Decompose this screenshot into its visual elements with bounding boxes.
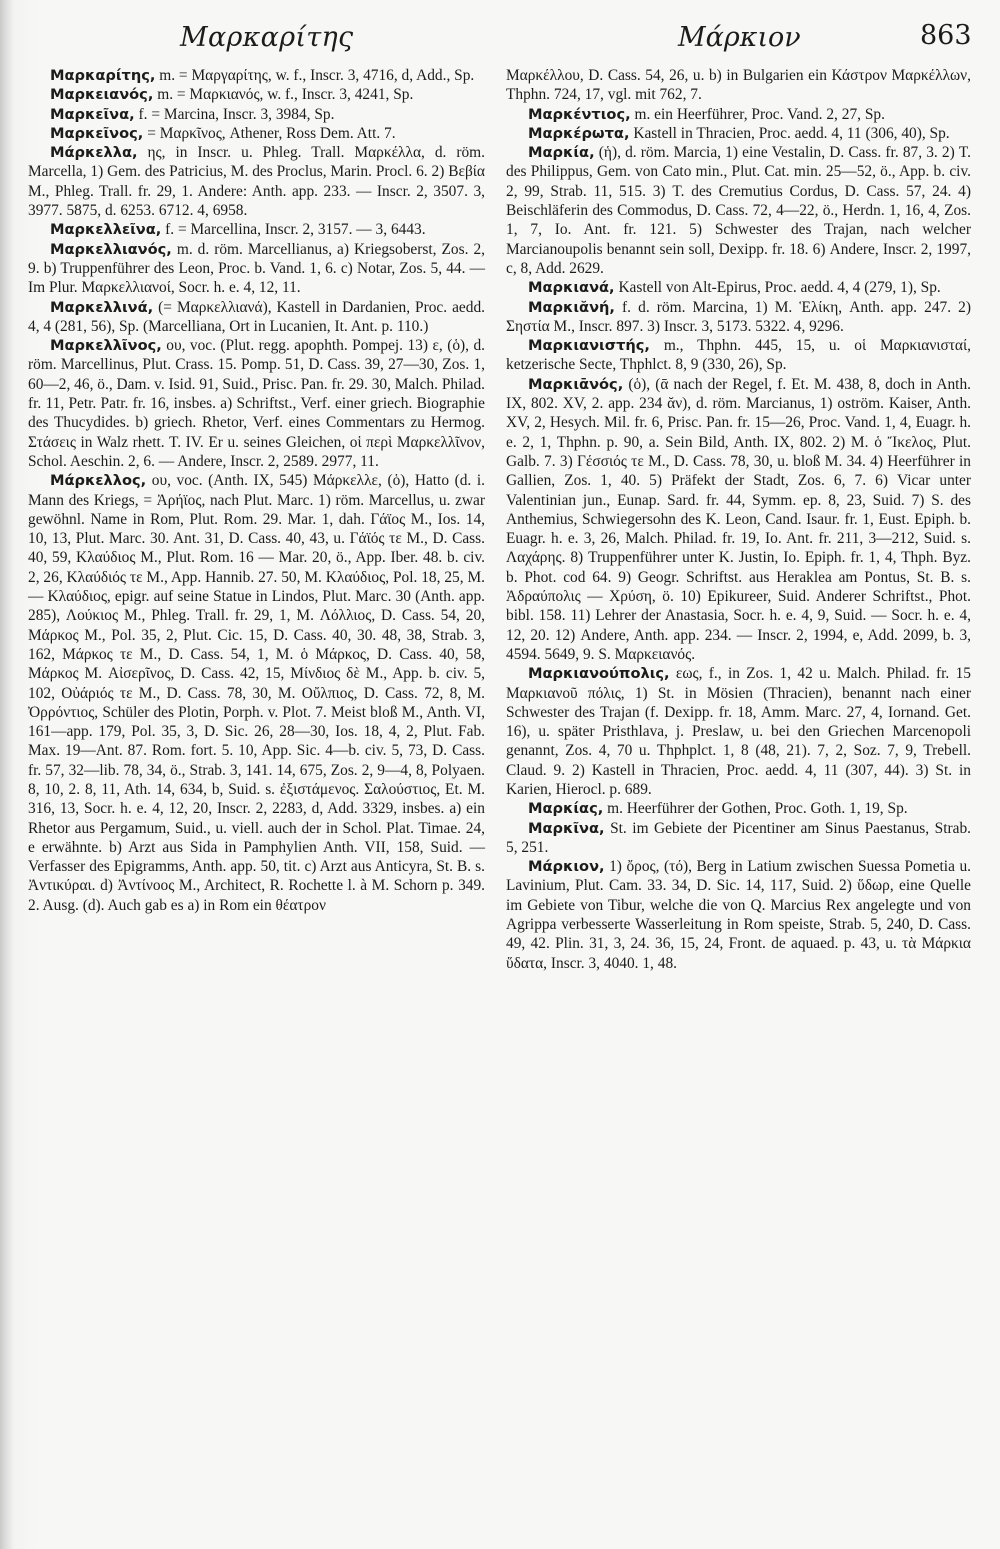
dictionary-entry [506,105,971,124]
entry-body: Kastell von Alt-Epirus, Proc. aedd. 4, 4 (279, 1), Sp. [614,279,941,297]
entry-body: f. = Marcellina, Inscr. 2, 3157. — 3, 6443. [161,221,426,239]
dictionary-entry [506,66,971,105]
dictionary-entry [28,220,485,239]
entry-headword: Μαρκελλινά, [50,298,154,316]
entry-body: (ὁ), (ᾱ nach der Regel, f. Et. M. 438, 8, doch in Anth. IX, 802. XV, 2. app. 234 ᾰν), d. röm. Marcianus, 1) oström. Kaiser, Anth. XV, 2, Hesych. Mil. fr. 6, Prisc. Pan. fr. 15—26, Proc. Vand. 1, 4, Euagr. h. e. 2, 1, Thphn. p. 90, a. Sein Bild, Anth. IX, 802. 2) M. ὁ Ἴκελος, Plut. Galb. 7. 3) Γέσσιός τε M., D. Cass. 78, 30, u. bloß M. 34. 4) Heerführer in Gallien, Zos. 1, 40. 5) Präfekt der Stadt, Zos. 6, 7. 6) Vicar unter Valentinian jun., Eunap. Sard. fr. 44, Symm. ep. 8, 23, Suid. 7) S. des Anthemius, Schwiegersohn des K. Leon, Cand. Isaur. fr. 1, Eust. Epiph. b. Euagr. h. e. 3, 26, Malch. Philad. fr. 19, Io. Ant. fr. 211, 3—212, Suid. s. Λαχάρης. 8) Truppenführer unter K. Justin, Io. Epiph. fr. 1, 4, Thph. Byz. b. Phot. cod 64. 9) Geogr. Schriftst. aus Heraklea am Pontus, St. B. s. Ἀδραύπολις — Χρύση, ö. 10) Epikureer, Suid. Anderer Schriftst., Phot. bibl. 158. 11) Lehrer der Anastasia, Socr. h. e. 4, 9, Suid. — Socr. h. e. 4, 12, 20. 12) Andere, Anth. app. 234. — Inscr. 2, 1994, e, Add. 2099, b. 3, 4594. 5649, 9. S. Μαρκειανός. [506,375,971,663]
dictionary-entry [28,105,485,124]
entry-body: m., Thphn. 445, 15, u. οἱ Μαρκιανισταί, ketzerische Secte, Thphlct. 8, 9 (330, 26), Sp. [506,337,971,374]
right-guide-word: Μάρκιον [678,22,801,53]
entry-body: f. d. röm. Marcina, 1) M. Ἑλίκη, Anth. app. 247. 2) Σηστία M., Inscr. 897. 3) Inscr. 3, 5173. 5322. 4, 9296. [506,298,971,335]
dictionary-entry [28,336,485,471]
entry-body: St. im Gebiete der Picentiner am Sinus Paestanus, Strab. 5, 251. [506,819,971,856]
entry-body: m. = Μαργαρίτης, w. f., Inscr. 3, 4716, d, Add., Sp. [155,67,475,84]
dictionary-entry [28,143,485,220]
dictionary-entry [506,857,971,973]
entry-headword: Μαρκεῖνα, [50,105,135,123]
entry-headword: Μαρκεῖνος, [50,124,144,142]
entry-headword: Μαρκιανούπολις, [528,665,670,683]
entry-headword: Μαρκειανός, [50,86,154,104]
dictionary-entry [506,143,971,278]
entry-headword: Μάρκελλα, [50,144,138,162]
dictionary-entry [506,819,971,858]
entry-headword: Μαρκιᾱνός, [528,375,624,393]
entry-headword: Μάρκιον, [528,858,605,876]
entry-body: m. Heerführer der Gothen, Proc. Goth. 1, 19, Sp. [603,800,908,818]
entry-headword: Μαρκέρωτα, [528,124,630,142]
dictionary-entry [506,375,971,664]
entry-body: = Μαρκῖνος, Athener, Ross Dem. Att. 7. [143,124,396,142]
entry-body: f. = Marcina, Inscr. 3, 3984, Sp. [134,105,335,123]
dictionary-entry [28,124,485,143]
entry-body: (ἡ), d. röm. Marcia, 1) eine Vestalin, D. Cass. fr. 87, 3. 2) T. des Philippus, Gem. von Cato min., Plut. Cat. min. 25—52, ö., App. b. civ. 2, 99, Strab. 11, 515. 3) T. des Cremutius Cordus, D. Cass. 57, 24. 4) Beischläferin des Commodus, D. Cass. 72, 4—22, ö., Herdn. 1, 16, 4, Zos. 1, 7, Io. Ant. fr. 121. 5) Schwester des Trajan, nach welcher Marcianoupolis benannt sein soll, Dexipp. fr. 18. 6) Andere, Inscr. 2, 1997, c, 8, Add. 2629. [506,144,971,277]
dictionary-entry [506,336,971,375]
dictionary-entry [28,66,485,85]
entry-body: m. d. röm. Marcellianus, a) Kriegsoberst, Zos. 2, 9. b) Truppenführer des Leon, Proc. b. Vand. 1, 6. c) Notar, Zos. 5, 44. — Im Plur. Μαρκελλιανοί, Socr. h. e. 4, 12, 11. [28,240,485,297]
right-column [506,66,971,973]
entry-headword: Μαρκελλιανός, [50,240,172,258]
left-guide-word: Μαρκαρίτης [180,22,354,53]
entry-headword: Μαρκελλῖνος, [50,337,162,355]
dictionary-entry [506,124,971,143]
entry-headword: Μαρκέντιος, [528,105,631,123]
entry-body: Μαρκέλλου, D. Cass. 54, 26, u. b) in Bulgarien ein Κάστρον Μαρκέλλων, Thphn. 724, 17, vgl. mit 762, 7. [506,67,971,104]
left-column [28,66,485,915]
entry-body: m. ein Heerführer, Proc. Vand. 2, 27, Sp. [630,105,885,123]
running-header [0,6,1000,53]
page-number: 863 [920,20,972,51]
entry-body: Kastell in Thracien, Proc. aedd. 4, 11 (306, 40), Sp. [629,124,950,142]
entry-headword: Μαρκίας, [528,800,604,818]
entry-body: ου, voc. (Plut. regg. apophth. Pompej. 13) ε, (ὁ), d. röm. Marcellinus, Plut. Crass. 15. Pomp. 51, D. Cass. 39, 27—30, Zos. 1, 60—2, 46, ö., Dam. v. Isid. 91, Suid., Prisc. Pan. fr. 29. 30, Malch. Philad. fr. 11, Petr. Patr. fr. 16, insbes. a) Schriftst., Verf. einer griech. Biographie des Thucydides. b) griech. Rhetor, Verf. eines Commentars zu Hermog. Στάσεις in Walz rhett. T. IV. Er u. seines Gleichen, οἱ περὶ Μαρκελλῖνον, Schol. Aeschin. 2, 6. — Andere, Inscr. 2, 2589. 2977, 11. [28,337,485,470]
entry-headword: Μαρκῖνα, [528,819,605,837]
entry-headword: Μαρκία, [528,144,595,162]
dictionary-entry [28,85,485,104]
dictionary-entry [28,471,485,915]
entry-body: 1) ὄρος, (τό), Berg in Latium zwischen Suessa Pometia u. Lavinium, Plut. Cam. 33. 34, D. Sic. 14, 117, Suid. 2) ὕδωρ, eine Quelle im Gebiete von Tibur, welche die von Q. Marcius Rex angelegte und von Agrippa verbesserte Wasserleitung in Rom speiste, Strab. 5, 240, D. Cass. 49, 42. Plin. 31, 3, 24. 36, 15, 24, Front. de aquaed. p. 43, u. τὰ Μάρκια ὕδατα, Inscr. 3, 4040. 1, 48. [506,858,971,972]
entry-headword: Μαρκιᾰνή, [528,298,615,316]
entry-body: ου, voc. (Anth. IX, 545) Μάρκελλε, (ὁ), Hatto (d. i. Mann des Kriegs, = Ἀρήϊος, nach Plut. Marc. 1) röm. Marcellus, u. zwar gewöhnl. Name in Rom, Plut. Rom. 29. Mar. 1, dah. Γάϊος M., Ios. 14, 10, 13, Plut. Marc. 30. Ant. 31, D. Cass. 40, 43, u. Γάϊός τε M., D. Cass. 40, 59, Κλαύδιος M., Plut. Rom. 16 — Mar. 20, ö., App. Iber. 48. b. civ. 2, 26, Κλαύδιός τε M., App. Hannib. 27. 50, M. Κλαύδιος, Pol. 18, 25, M. — Κλαύδιος, epigr. auf seine Statue in Lindos, Plut. Marc. 30 (Anth. app. 285), Λούκιος M., Phleg. Trall. fr. 29, 1, M. Λόλλιος, D. Cass. 54, 20, Μάρκος M., Pol. 35, 2, Plut. Cic. 15, D. Cass. 40, 30. 48, 38, Strab. 3, 162, Μάρκος τε M., D. Cass. 54, 1, M. ὁ Μάρκος, D. Cass. 40, 58, Μάρκος M. Αἰσερῖνος, D. Cass. 42, 15, Μίνδιος δὲ M., App. b. civ. 5, 102, Οὐάριός τε M., D. Cass. 78, 30, M. Οὔλπιος, D. Cass. 72, 8, M. Ὀρρόντιος, Schüler des Plotin, Porph. v. Plot. 7. Meist bloß M., Anth. VI, 161—app. 179, Pol. 35, 3, D. Sic. 26, 28—30, Ios. 18, 4, 2, Plut. Fab. Max. 19—Ant. 87. Rom. fort. 5. 10, App. Sic. 4—b. civ. 5, 73, D. Cass. fr. 57, 32—lib. 78, 34, ö., Strab. 3, 141. 14, 675, Zos. 2, 9—4, 8, Polyaen. 8, 10, 2. 8, 11, Ath. 14, 634, b, Suid. s. ἐξιστάμενος. Σαλούστιος, Et. M. 316, 13, Socr. h. e. 4, 12, 20, Inscr. 2, 2283, d, Add. 3329, insbes. a) ein Rhetor aus Pergamum, Suid., u. viell. auch der in Schol. Plat. Timae. 24, e erwähnte. b) Arzt aus Sida in Pamphylien Anth. VII, 158, Suid. — Verfasser des Epigramms, Anth. app. 50, tit. c) Arzt aus Anticyra, St. B. s. Ἀντικύραι. d) Ἀντίνοος M., Architect, R. Rochette l. à M. Schorn p. 349. 2. Ausg. (d). Auch gab es a) in Rom ein θέατρον [28,472,485,914]
entry-body: (= Μαρκελλιανά), Kastell in Dardanien, Proc. aedd. 4, 4 (281, 56), Sp. (Marcelliana, Ort in Lucanien, It. Ant. p. 110.) [28,298,485,335]
dictionary-entry [506,664,971,799]
entry-headword: Μαρκιανά, [528,279,615,297]
entry-headword: Μάρκελλος, [50,472,147,490]
entry-headword: Μαρκαρίτης, [50,67,156,84]
entry-headword: Μαρκελλεῖνα, [50,221,162,239]
dictionary-entry [506,278,971,297]
entry-body: ης, in Inscr. u. Phleg. Trall. Μαρκέλλα, d. röm. Marcella, 1) Gem. des Patricius, M. des Proclus, Marin. Procl. 6. 2) Βεβία M., Phleg. Trall. fr. 29, 1. Andere: Anth. app. 233. — Inscr. 2, 3507. 3, 3977. 5875, d. 6253. 6712. 4, 6958. [28,144,485,220]
entry-body: m. = Μαρκιανός, w. f., Inscr. 3, 4241, Sp. [153,86,414,104]
dictionary-entry [506,799,971,818]
entry-headword: Μαρκιανιστής, [528,337,650,355]
entry-body: εως, f., in Zos. 1, 42 u. Malch. Philad. fr. 15 Μαρκιανοῦ πόλις, 1) St. in Mösien (Thracien), benannt nach einer Schwester des Trajan (f. Dexipp. fr. 18, Amm. Marc. 27, 4, Iornand. Get. 16), u. später Pristhlava, j. Preslaw, u. bei den Griechen Marcenopoli genannt, Zos. 4, 70 u. Thphplct. 1, 8 (48, 21). 7, 2, Soz. 7, 9, Trebell. Claud. 9. 2) Kastell in Thracien, Proc. aedd. 4, 11 (307, 44). 3) St. in Karien, Hierocl. p. 689. [506,665,971,798]
dictionary-entry [28,240,485,298]
dictionary-entry [506,298,971,337]
dictionary-entry [28,298,485,337]
